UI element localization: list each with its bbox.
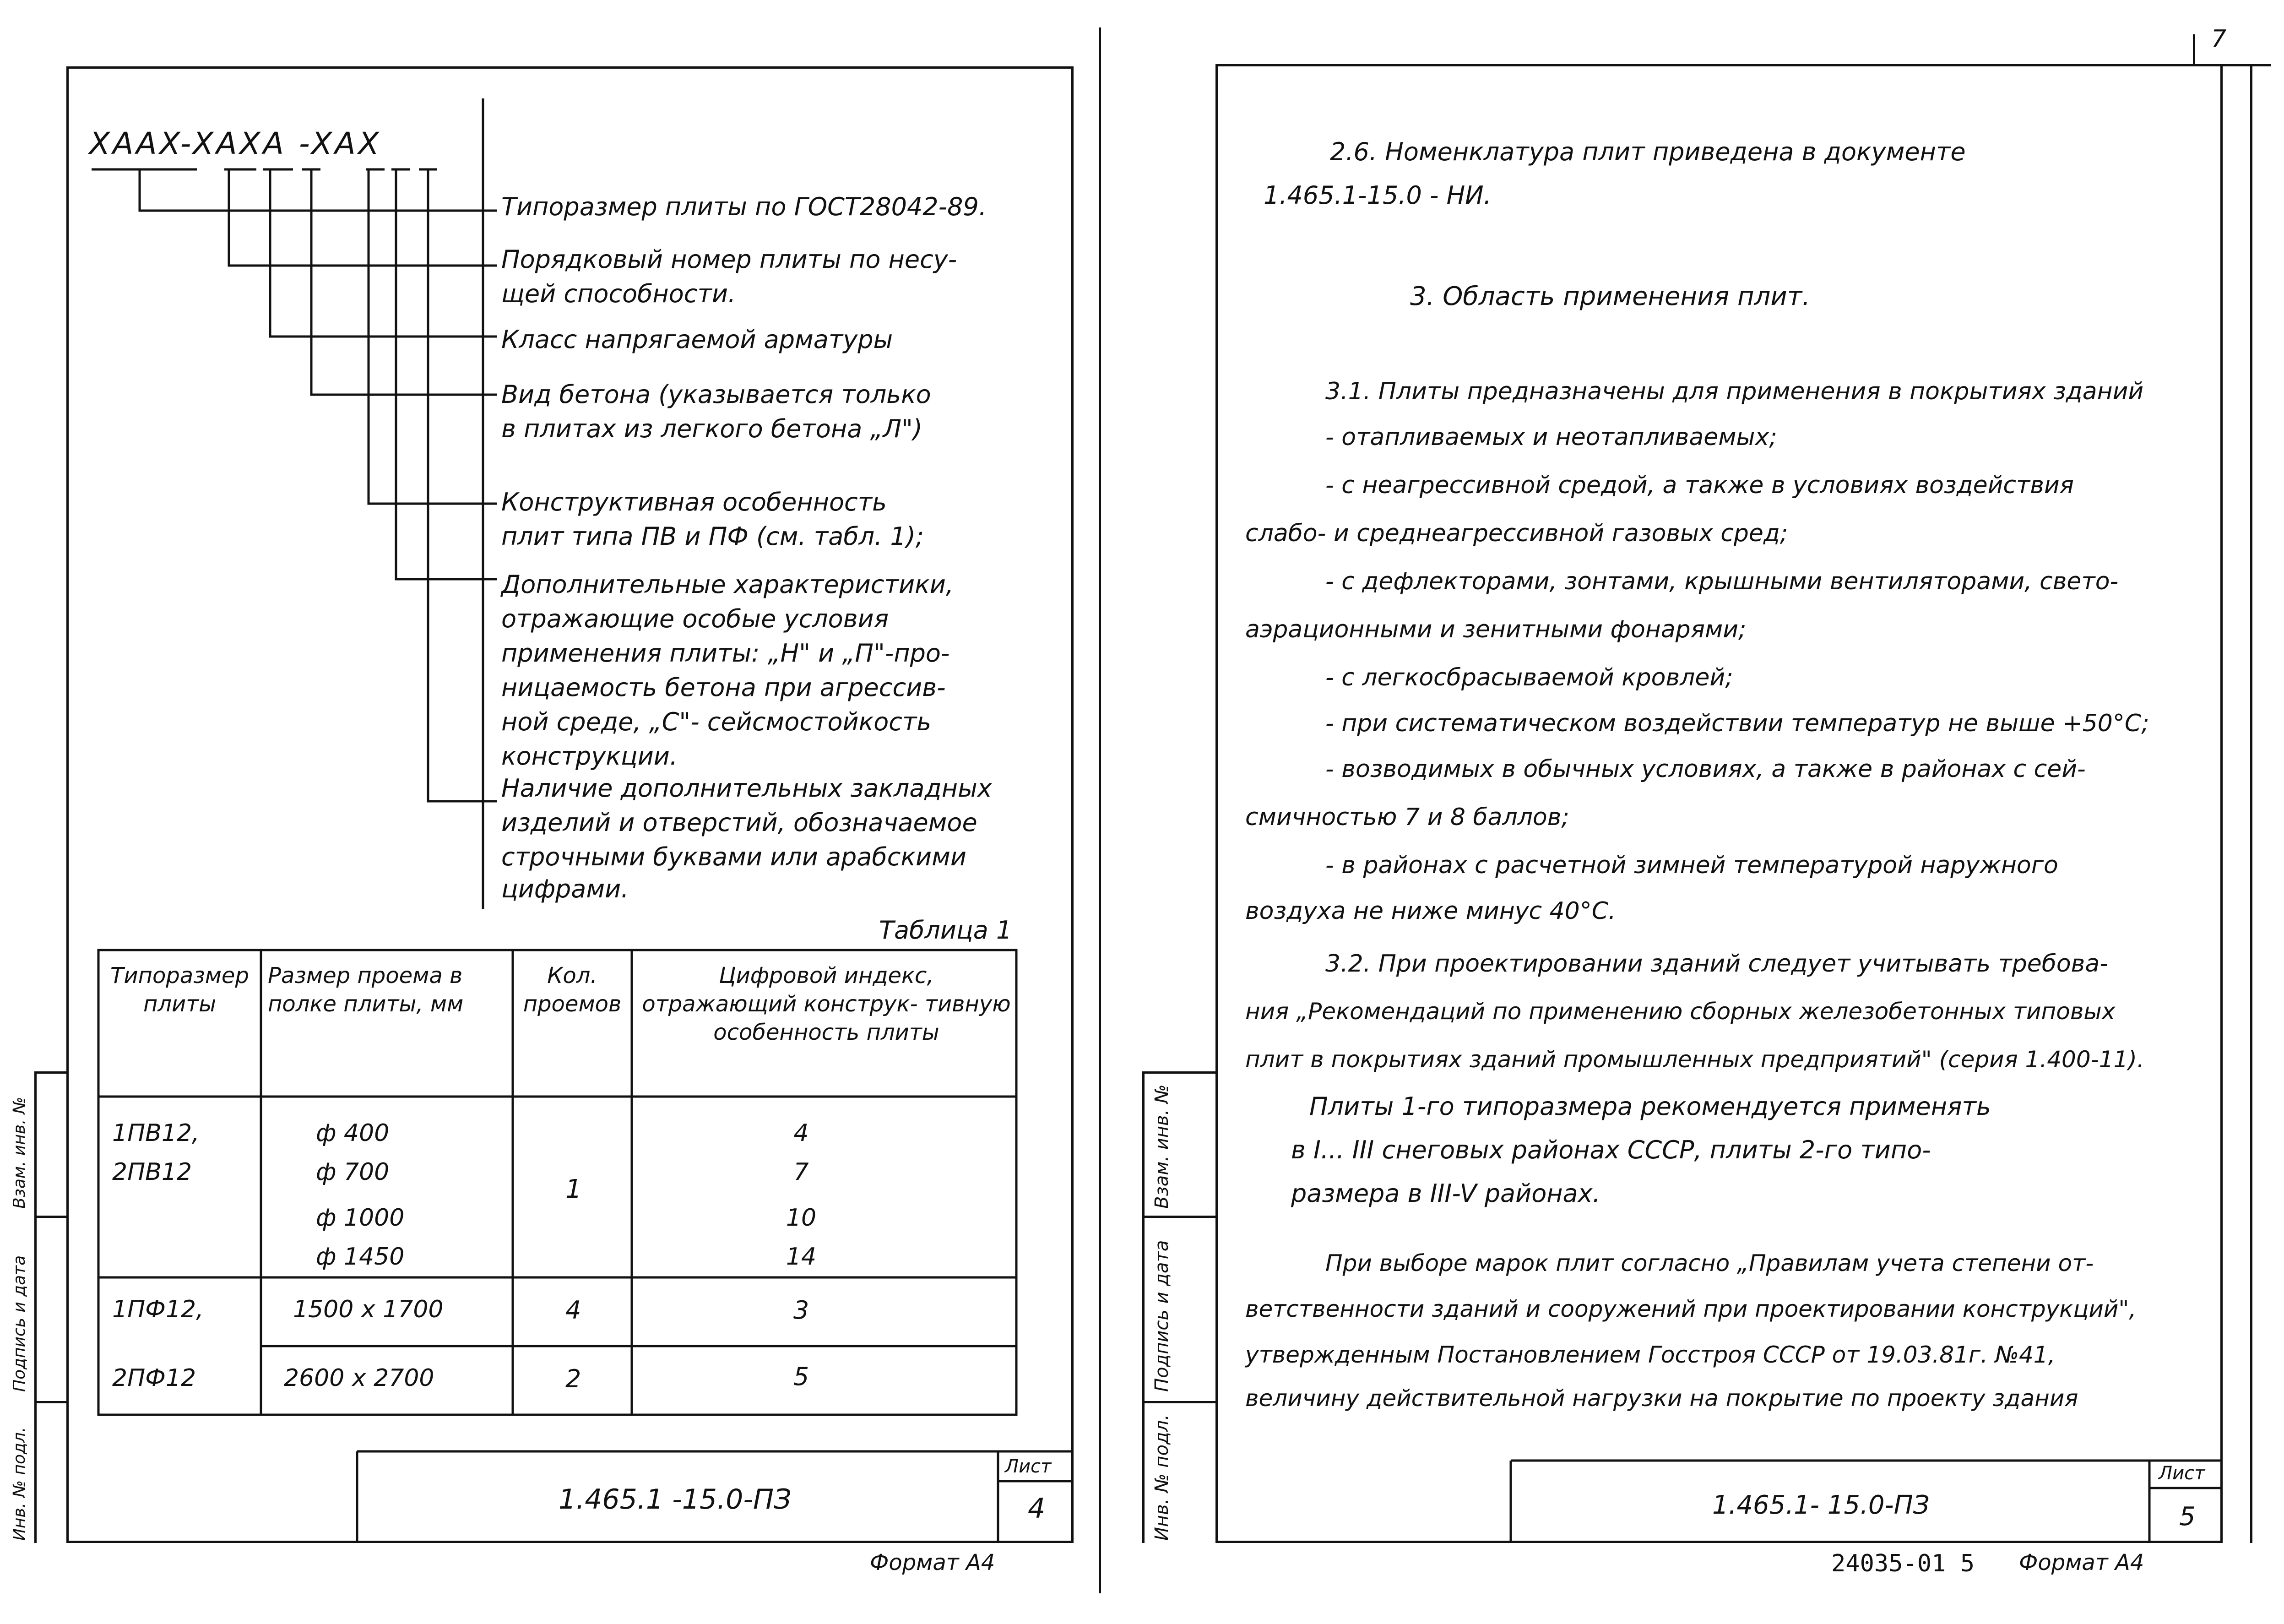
table-header-type: Типоразмер плиты (110, 963, 249, 1017)
legend-line-6: в плитах из легкого бетона „Л") (501, 414, 922, 443)
para-2-6-line-1: 2.6. Номенклатура плит приведена в документе (1330, 137, 1966, 166)
legend-line-10: отражающие особые условия (501, 604, 889, 633)
right-stamp-code: 1.465.1- 15.0-ПЗ (1712, 1490, 1930, 1520)
table-pv-index-3: 10 (786, 1204, 817, 1232)
right-side-label-sign: Подпись и дата (1151, 1240, 1172, 1392)
right-bottom-code: 24035-01 5 (1831, 1550, 1975, 1577)
left-side-label-sign: Подпись и дата (10, 1255, 29, 1392)
legend-line-9: Дополнительные характеристики, (501, 570, 954, 599)
para-3-1-line-7: - с легкосбрасываемой кровлей; (1325, 664, 1733, 691)
para-3-1-line-8: - при систематическом воздействии температур не выше +50°С; (1325, 710, 2149, 737)
table-pv-type-1: 1ПВ12, (112, 1119, 200, 1147)
para-3-2-line-6: размера в III-V районах. (1291, 1179, 1600, 1208)
para-3-1-line-6: аэрационными и зенитными фонарями; (1245, 616, 1747, 643)
table-pf-index-2: 5 (793, 1362, 809, 1391)
para-3-1-line-10: смичностью 7 и 8 баллов; (1245, 804, 1569, 831)
para-3-2-line-3: плит в покрытиях зданий промышленных предприятий" (серия 1.400-11). (1245, 1046, 2144, 1073)
para-3-1-line-9: - возводимых в обычных условиях, а также в районах с сей- (1325, 755, 2086, 783)
table-pv-count: 1 (565, 1174, 582, 1204)
table-pf-index-1: 3 (793, 1296, 809, 1325)
table-pv-index-2: 7 (793, 1158, 809, 1186)
para-3-1-line-3: - с неагрессивной средой, а также в условиях воздействия (1325, 472, 2074, 499)
legend-line-1: Типоразмер плиты по ГОСТ28042-89. (501, 192, 987, 221)
table-pv-size-1: ф 400 (316, 1119, 390, 1147)
legend-line-17: строчными буквами или арабскими (501, 842, 966, 871)
legend-line-18: цифрами. (501, 874, 629, 903)
table-pv-index-4: 14 (786, 1243, 817, 1271)
para-3-2-line-5: в I... III снеговых районах СССР, плиты 2-го типо- (1291, 1135, 1931, 1164)
code-template: XAAX-XAXA -XAX (89, 126, 382, 161)
legend-line-5: Вид бетона (указывается только (501, 380, 931, 409)
left-side-label-inv: Инв. № подл. (10, 1427, 29, 1541)
right-side-label-inv: Инв. № подл. (1151, 1414, 1172, 1541)
legend-line-2: Порядковый номер плиты по несу- (501, 245, 957, 274)
legend-line-8: плит типа ПВ и ПФ (см. табл. 1); (501, 522, 924, 551)
right-corner-number: 7 (2211, 25, 2227, 53)
table-header-count: Кол. проемов (523, 963, 622, 1017)
right-sheet-label: Лист (2159, 1463, 2205, 1484)
para-3-2-line-8: ветственности зданий и сооружений при проектировании конструкций", (1245, 1296, 2137, 1322)
table-pf-size-2: 2600 х 2700 (284, 1364, 434, 1392)
table-pv-type-2: 2ПВ12 (112, 1158, 192, 1186)
table-header-size: Размер проема в полке плиты, мм (268, 963, 464, 1017)
table-header-index: Цифровой индекс, отражающий конструк- тивную особенность плиты (642, 963, 1011, 1045)
para-3-1-line-12: воздуха не ниже минус 40°С. (1245, 897, 1616, 925)
table-pv-index-1: 4 (793, 1119, 809, 1147)
left-sheet-number: 4 (1028, 1493, 1046, 1525)
para-3-2-line-1: 3.2. При проектировании зданий следует учитывать требова- (1325, 950, 2108, 978)
legend-line-4: Класс напрягаемой арматуры (501, 325, 893, 354)
right-side-label-replace: Взам. инв. № (1151, 1084, 1172, 1209)
legend-line-13: ной среде, „С"- сейсмостойкость (501, 707, 932, 736)
table-pf-type-1: 1ПФ12, (112, 1296, 204, 1323)
table-pf-count-1: 4 (565, 1296, 581, 1325)
table-pf-count-2: 2 (565, 1364, 581, 1393)
para-3-1-line-11: - в районах с расчетной зимней температурой наружного (1325, 852, 2058, 879)
table-pv-size-2: ф 700 (316, 1158, 390, 1186)
para-3-1-line-5: - с дефлекторами, зонтами, крышными вентиляторами, свето- (1325, 568, 2119, 595)
table-pf-size-1: 1500 х 1700 (293, 1296, 444, 1323)
table-caption: Таблица 1 (879, 916, 1012, 945)
para-3-1-line-2: - отапливаемых и неотапливаемых; (1325, 424, 1777, 451)
table-pf-type-2: 2ПФ12 (112, 1364, 196, 1392)
legend-line-11: применения плиты: „Н" и „П"-про- (501, 639, 950, 668)
para-3-2-line-9: утвержденным Постановлением Госстроя СССР от 19.03.81г. №41, (1245, 1342, 2056, 1368)
para-2-6-line-2: 1.465.1-15.0 - НИ. (1264, 181, 1492, 210)
left-format: Формат А4 (870, 1550, 995, 1575)
para-3-2-line-7: При выборе марок плит согласно „Правилам учета степени от- (1325, 1250, 2094, 1276)
right-format: Формат А4 (2019, 1550, 2144, 1575)
para-3-2-line-10: величину действительной нагрузки на покрытие по проекту здания (1245, 1385, 2078, 1412)
left-side-label-replace: Взам. инв. № (10, 1097, 29, 1209)
legend-line-7: Конструктивная особенность (501, 488, 887, 516)
section-3-heading: 3. Область применения плит. (1410, 282, 1811, 311)
para-3-1-line-1: 3.1. Плиты предназначены для применения в покрытиях зданий (1325, 378, 2144, 405)
left-sheet-label: Лист (1005, 1456, 1052, 1477)
legend-line-12: ницаемость бетона при агрессив- (501, 673, 946, 702)
legend-line-16: изделий и отверстий, обозначаемое (501, 808, 977, 837)
left-stamp-code: 1.465.1 -15.0-ПЗ (559, 1483, 792, 1515)
para-3-2-line-4: Плиты 1-го типоразмера рекомендуется применять (1309, 1092, 1991, 1121)
para-3-2-line-2: ния „Рекомендаций по применению сборных железобетонных типовых (1245, 998, 2116, 1025)
legend-line-3: щей способности. (501, 279, 736, 308)
legend-line-15: Наличие дополнительных закладных (501, 774, 992, 803)
legend-line-14: конструкции. (501, 742, 678, 771)
table-pv-size-4: ф 1450 (316, 1243, 405, 1271)
para-3-1-line-4: слабо- и среднеагрессивной газовых сред; (1245, 520, 1788, 547)
right-sheet-number: 5 (2179, 1502, 2196, 1532)
table-pv-size-3: ф 1000 (316, 1204, 405, 1232)
